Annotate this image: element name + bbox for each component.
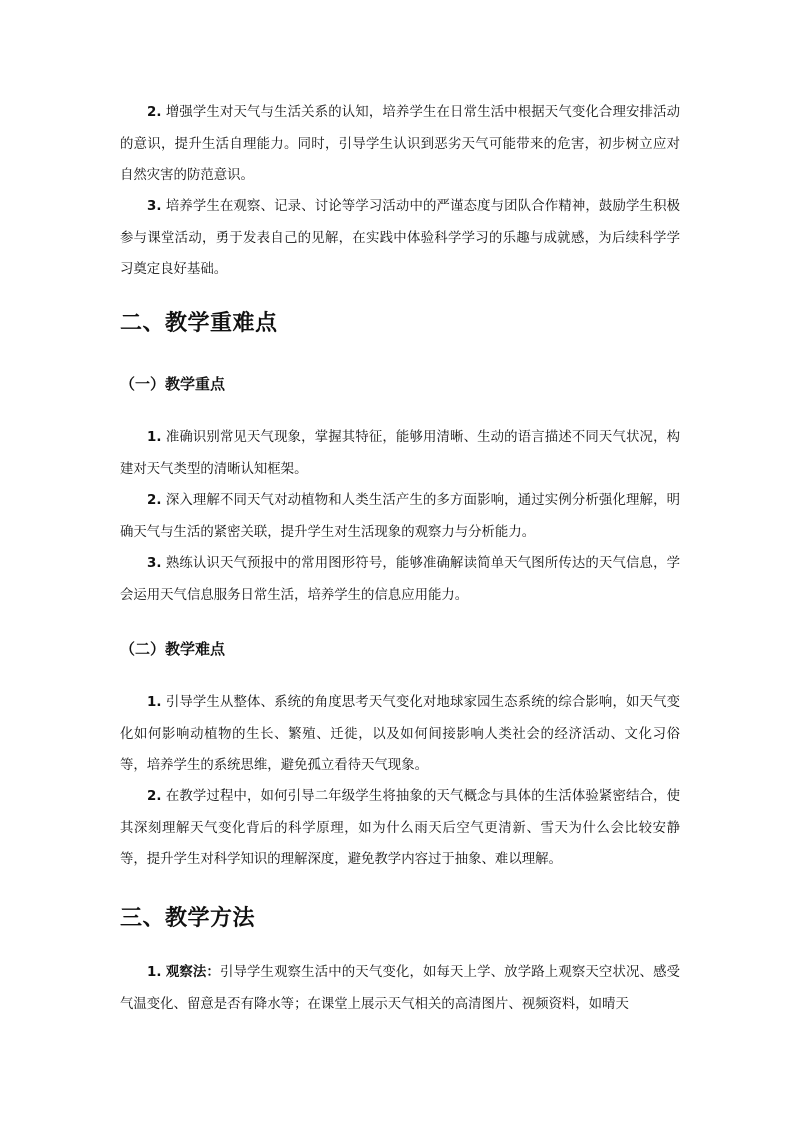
section-heading-teaching-methods: 三、教学方法 — [120, 905, 256, 931]
difficult-point-item-1 — [120, 687, 680, 782]
key-point-item-2 — [120, 485, 680, 548]
difficult-point-item-2 — [120, 781, 680, 876]
method-keyword: 观察法： — [165, 965, 220, 980]
objective-item-3 — [120, 191, 680, 286]
item-number: 3. — [147, 556, 162, 571]
item-text: 深入理解不同天气对动植物和人类生活产生的多方面影响，通过实例分析强化理解，明确天气与生活的紧密关联，提升学生对生活现象的观察力与分析能力。 — [120, 493, 680, 540]
item-number: 3. — [147, 199, 162, 214]
item-text: 增强学生对天气与生活关系的认知，培养学生在日常生活中根据天气变化合理安排活动的意识，提升生活自理能力。同时，引导学生认识到恶劣天气可能带来的危害，初步树立应对自然灾害的防范意识。 — [120, 105, 680, 183]
item-text: 在教学过程中，如何引导二年级学生将抽象的天气概念与具体的生活体验紧密结合，使其深刻理解天气变化背后的科学原理，如为什么雨天后空气更清新、雪天为什么会比较安静等，提升学生对科学知识的理解深度，避免教学内容过于抽象、难以理解。 — [120, 789, 680, 867]
key-point-item-3 — [120, 548, 680, 611]
subheading-key-points: （一）教学重点 — [120, 375, 226, 393]
item-number: 1. — [147, 695, 162, 710]
item-number: 2. — [147, 493, 162, 508]
item-text: 引导学生从整体、系统的角度思考天气变化对地球家园生态系统的综合影响，如天气变化如何影响动植物的生长、繁殖、迁徙，以及如何间接影响人类社会的经济活动、文化习俗等，培养学生的系统思维，避免孤立看待天气现象。 — [120, 695, 680, 773]
key-point-item-1 — [120, 422, 680, 485]
item-number: 2. — [147, 105, 162, 120]
item-text: 熟练认识天气预报中的常用图形符号，能够准确解读简单天气图所传达的天气信息，学会运用天气信息服务日常生活，培养学生的信息应用能力。 — [120, 556, 680, 603]
method-item-1 — [120, 957, 680, 1020]
subheading-difficult-points: （二）教学难点 — [120, 640, 226, 658]
objective-item-2 — [120, 97, 680, 192]
item-number: 1. — [147, 430, 162, 445]
item-number: 2. — [147, 789, 162, 804]
item-text: 培养学生在观察、记录、讨论等学习活动中的严谨态度与团队合作精神，鼓励学生积极参与课堂活动，勇于发表自己的见解，在实践中体验科学学习的乐趣与成就感，为后续科学学习奠定良好基础。 — [120, 199, 680, 277]
section-heading-key-difficult-points: 二、教学重难点 — [120, 310, 278, 336]
item-number: 1. — [147, 965, 162, 980]
item-text: 准确识别常见天气现象，掌握其特征，能够用清晰、生动的语言描述不同天气状况，构建对天气类型的清晰认知框架。 — [120, 430, 680, 477]
item-text: 引导学生观察生活中的天气变化，如每天上学、放学路上观察天空状况、感受气温变化、留意是否有降水等；在课堂上展示天气相关的高清图片、视频资料，如晴天 — [120, 965, 680, 1012]
